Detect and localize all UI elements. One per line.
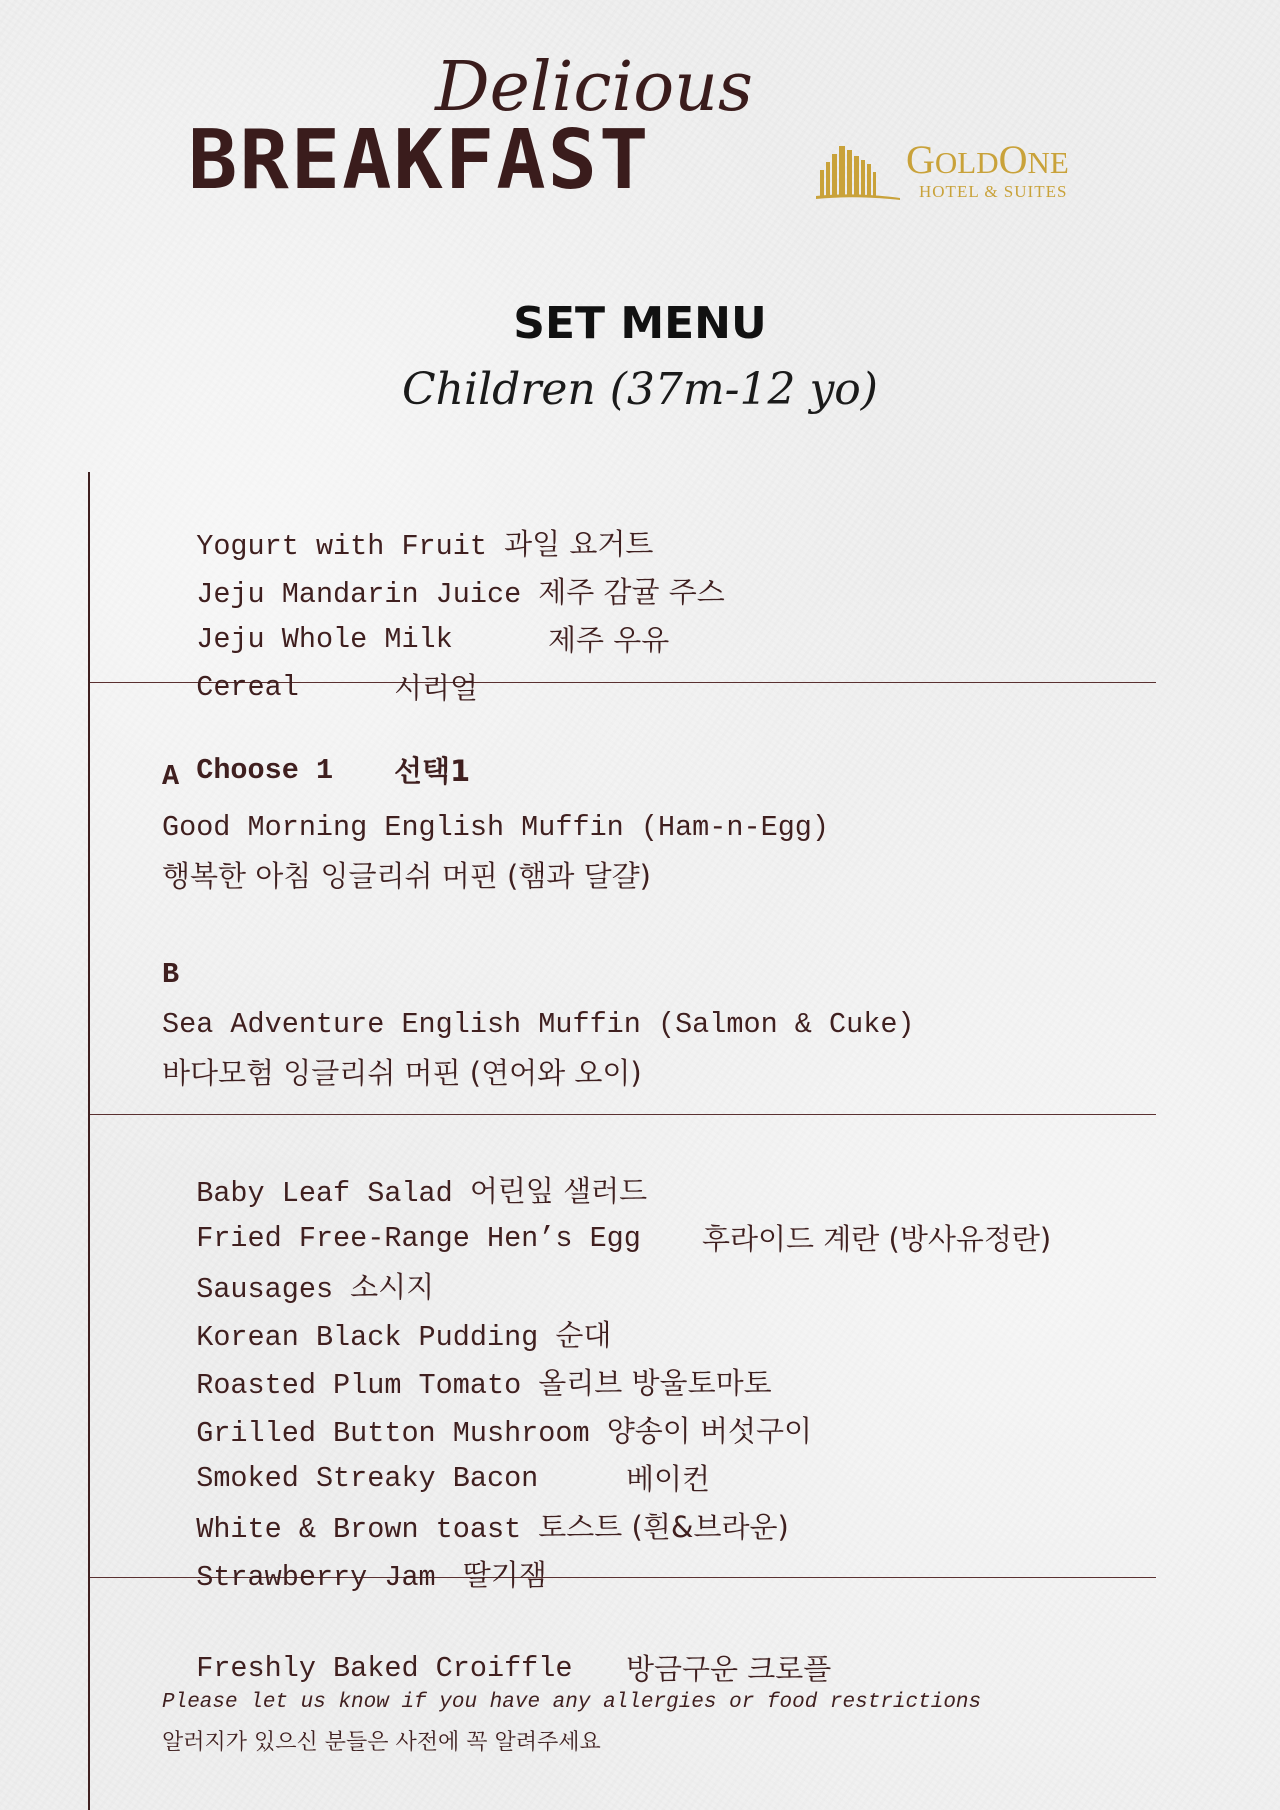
choose-heading: Choose 1 선택1	[196, 754, 471, 788]
menu-item: Sausages 소시지	[196, 1270, 435, 1306]
hotel-name: GOLDONE	[906, 137, 1069, 182]
menu-title: SET MENU	[513, 298, 767, 349]
section-divider	[90, 1114, 1156, 1115]
option-letter: B	[162, 958, 180, 991]
option-b-ko: 바다모험 잉글리쉬 머핀 (연어와 오이)	[162, 1056, 642, 1090]
menu-item: Cereal 시리얼	[196, 671, 479, 705]
menu-item: Smoked Streaky Bacon 베이컨	[196, 1462, 711, 1496]
option-a-en: Good Morning English Muffin (Ham-n-Egg)	[162, 811, 830, 844]
menu-item: Freshly Baked Croiffle 방금구운 크로플	[196, 1652, 832, 1686]
menu-item: Korean Black Pudding 순대	[196, 1318, 612, 1354]
menu-item: Fried Free-Range Hen’s Egg 후라이드 계란 (방사유정란)	[196, 1222, 1052, 1256]
menu-item: White & Brown toast 토스트 (흰&브라운)	[196, 1510, 789, 1546]
building-icon	[816, 144, 902, 202]
allergy-note-en: Please let us know if you have any allergies or food restrictions	[162, 1691, 982, 1714]
menu-item: Baby Leaf Salad 어린잎 샐러드	[196, 1174, 648, 1210]
vertical-rule	[88, 472, 90, 1810]
option-letter: A	[162, 760, 180, 793]
menu-subtitle: Children (37m-12 yo)	[402, 364, 878, 415]
menu-item: Jeju Whole Milk 제주 우유	[196, 623, 670, 657]
script-title: Delicious	[435, 48, 753, 127]
menu-item: Jeju Mandarin Juice 제주 감귤 주스	[196, 575, 725, 611]
main-title: BREAKFAST	[188, 113, 651, 208]
menu-item: Strawberry Jam 딸기잼	[196, 1558, 547, 1594]
hotel-logo	[816, 137, 1096, 206]
menu-item: Grilled Button Mushroom 양송이 버섯구이	[196, 1414, 813, 1450]
menu-item: Roasted Plum Tomato 올리브 방울토마토	[196, 1366, 772, 1402]
allergy-note-ko: 알러지가 있으신 분들은 사전에 꼭 알려주세요	[162, 1730, 601, 1755]
menu-item: Yogurt with Fruit 과일 요거트	[196, 527, 654, 563]
hotel-subtitle: HOTEL & SUITES	[919, 182, 1068, 201]
option-b-en: Sea Adventure English Muffin (Salmon & Cuke)	[162, 1008, 915, 1041]
option-a-ko: 행복한 아침 잉글리쉬 머핀 (햄과 달걀)	[162, 859, 651, 893]
